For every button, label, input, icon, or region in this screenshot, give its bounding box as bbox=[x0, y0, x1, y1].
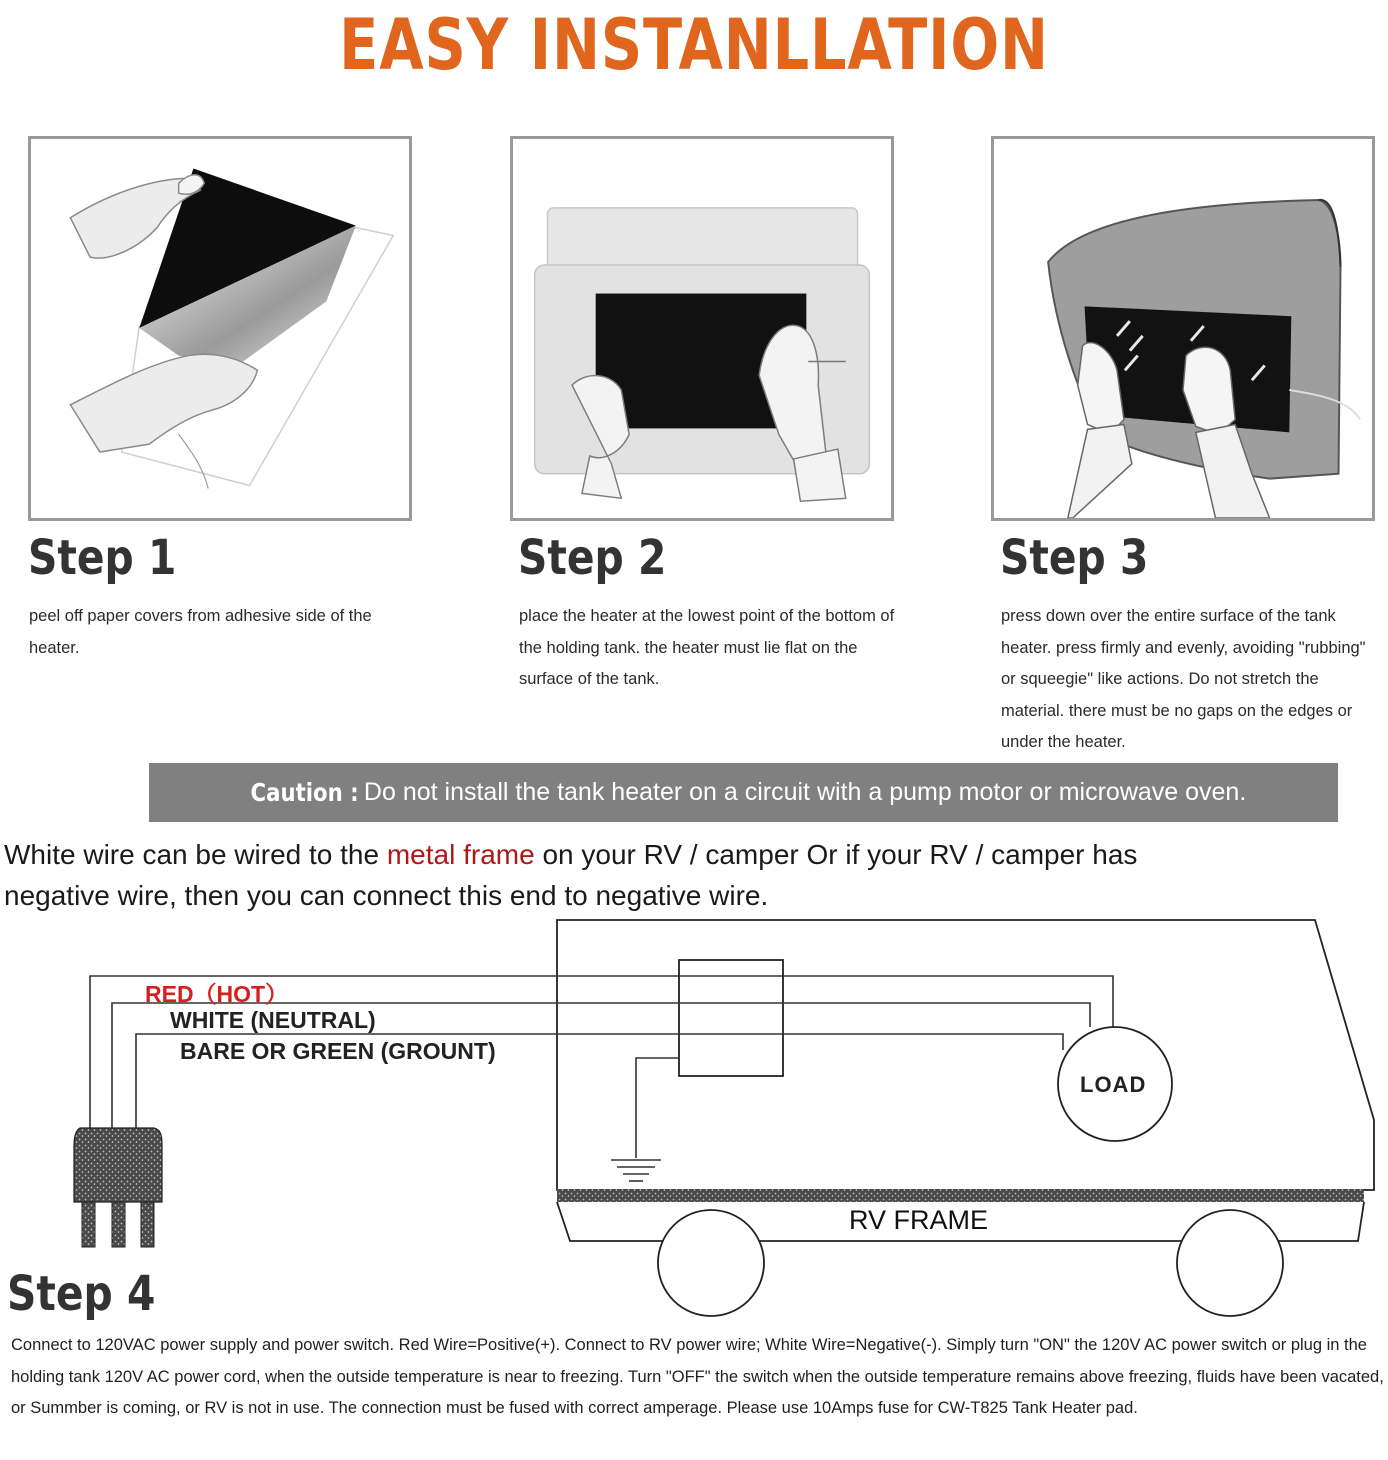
ground-symbol bbox=[611, 1160, 661, 1181]
page-title: EASY INSTANLLATION bbox=[339, 4, 1049, 86]
rv-wheel-rear bbox=[1177, 1210, 1283, 1316]
caution-label: Caution : bbox=[250, 778, 359, 807]
step3-heading: Step 3 bbox=[1000, 530, 1149, 586]
wiring-diagram-svg bbox=[0, 910, 1388, 1330]
plug-prong-2 bbox=[112, 1202, 125, 1247]
junction-box bbox=[679, 960, 783, 1076]
caution-text: Do not install the tank heater on a circuit with a pump motor or microwave oven. bbox=[363, 778, 1247, 806]
step3-illustration bbox=[991, 136, 1375, 521]
caution-banner bbox=[149, 763, 1338, 822]
rv-frame-label: RV FRAME bbox=[849, 1205, 989, 1235]
red-hot-label: RED（HOT） bbox=[145, 981, 289, 1007]
ground-lead bbox=[636, 1058, 679, 1158]
peel-heater-illustration bbox=[31, 139, 409, 518]
wiring-diagram bbox=[0, 910, 1388, 1330]
plug-prong-1 bbox=[82, 1202, 95, 1247]
white-neutral-label: WHITE (NEUTRAL) bbox=[170, 1007, 376, 1033]
place-heater-illustration bbox=[513, 139, 891, 518]
step2-heading: Step 2 bbox=[518, 530, 667, 586]
step4-heading: Step 4 bbox=[7, 1266, 156, 1322]
wire-note bbox=[4, 834, 1204, 916]
wire-note-highlight: metal frame bbox=[386, 839, 535, 870]
step1-text: peel off paper covers from adhesive side of the heater. bbox=[29, 607, 372, 657]
step1-illustration bbox=[28, 136, 412, 521]
rv-frame-bar bbox=[557, 1189, 1364, 1202]
step1-heading: Step 1 bbox=[28, 530, 177, 586]
plug-prong-3 bbox=[141, 1202, 154, 1247]
press-heater-illustration bbox=[994, 139, 1372, 518]
wire-note-part1: White wire can be wired to the bbox=[4, 839, 387, 870]
ground-label: BARE OR GREEN (GROUNT) bbox=[180, 1038, 496, 1064]
power-plug-body bbox=[74, 1128, 162, 1202]
step2-illustration bbox=[510, 136, 894, 521]
step4-text: Connect to 120VAC power supply and power switch. Red Wire=Positive(+). Connect to RV power wire; White Wire=Negative(-). Simply turn "ON" the 120V AC power switch or plug in the holding tank 120V AC power cord, when the outside temperature is near to freezing. Turn "OFF" the switch when the outside temperature remains above freezing, fluids have been vacated, or Summber is coming, or RV is not in use. The connection must be fused with correct amperage. Please use 10Amps fuse for CW-T825 Tank Heater pad. bbox=[11, 1336, 1384, 1418]
step2-text: place the heater at the lowest point of the bottom of the holding tank. the heater must lie flat on the surface of the tank. bbox=[519, 607, 895, 688]
wire-note-part2: on your RV / camper Or if your RV / camper has negative wire, then you can connect this end to negative wire. bbox=[4, 839, 1138, 911]
rv-wheel-front bbox=[658, 1210, 764, 1316]
load-label: LOAD bbox=[1080, 1072, 1147, 1097]
step3-text: press down over the entire surface of the tank heater. press firmly and evenly, avoiding "rubbing" or squeegie" like actions. Do not stretch the material. there must be no gaps on the edges or under the heater. bbox=[1001, 607, 1366, 751]
